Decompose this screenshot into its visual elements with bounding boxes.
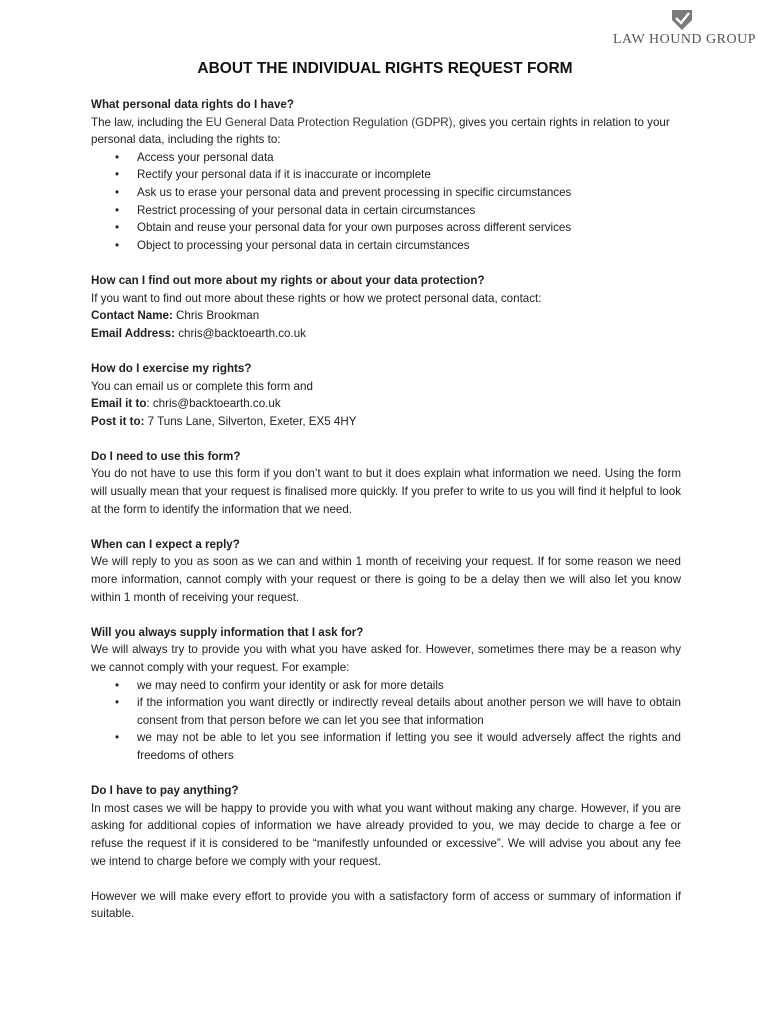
section-pay bbox=[91, 782, 681, 870]
email-address-line bbox=[91, 325, 681, 343]
section-closing bbox=[91, 888, 681, 923]
exceptions-list bbox=[91, 677, 681, 765]
section-text: You do not have to use this form if you don’t want to but it does explain what information we need. Using the form will usually mean that your request is finalised more quickly. If you prefer to write to us you will find it helpful to look at the form to identify the information that we need. bbox=[91, 467, 681, 516]
section-reply bbox=[91, 536, 681, 606]
list-item: • we may need to confirm your identity or ask for more details bbox=[115, 678, 444, 692]
section-find-out-more bbox=[91, 272, 681, 342]
section-text bbox=[91, 114, 681, 149]
email-address-value[interactable]: chris@backtoearth.co.uk bbox=[174, 326, 306, 340]
section-text: We will always try to provide you with what you have asked for. However, sometimes there may be a reason why we cannot comply with your request. For example: bbox=[91, 643, 681, 674]
list-item: • we may not be able to let you see information if letting you see it would adversely affect the rights and freedoms of others bbox=[115, 731, 681, 762]
section-exercise-rights bbox=[91, 360, 681, 430]
section-text: However we will make every effort to provide you with a satisfactory form of access or summary of information if suitable. bbox=[91, 889, 681, 921]
email-it-line bbox=[91, 395, 681, 413]
section-text: We will reply to you as soon as we can and within 1 month of receiving your request. If for some reason we need more information, cannot comply with your request or there is going to be a delay then we will also let you know within 1 month of receiving your request. bbox=[91, 555, 681, 604]
email-it-label: Email it to bbox=[91, 397, 147, 411]
post-it-line bbox=[91, 413, 681, 431]
section-heading: How do I exercise my rights? bbox=[91, 361, 252, 375]
list-item: • Object to processing your personal data in certain circumstances bbox=[115, 238, 470, 252]
email-it-value[interactable]: : chris@backtoearth.co.uk bbox=[146, 397, 281, 411]
email-address-label: Email Address: bbox=[91, 326, 175, 340]
list-item: • if the information you want directly or indirectly reveal details about another person we will have to obtain consent from that person before we can let you see that information bbox=[115, 696, 681, 727]
section-text: In most cases we will be happy to provide you with what you want without making any charge. However, if you are asking for additional copies of information we have already provided to you, we may decide to charge a fee or refuse the request if it is considered to be “manifestly unfounded or excessive”. We will advise you about any fee we intend to charge before we comply with your request. bbox=[91, 801, 681, 868]
text-fragment: , gives you certain rights in relation to your personal data, including the rights to: bbox=[91, 115, 670, 147]
contact-name-value: Chris Brookman bbox=[172, 309, 260, 323]
section-heading: Do I need to use this form? bbox=[91, 449, 241, 463]
section-heading: Do I have to pay anything? bbox=[91, 784, 239, 798]
section-use-form bbox=[91, 448, 681, 518]
company-logo bbox=[596, 8, 756, 50]
logo-check-icon bbox=[670, 8, 694, 32]
list-item: • Ask us to erase your personal data and prevent processing in specific circumstances bbox=[115, 185, 572, 199]
post-address-value: 7 Tuns Lane, Silverton, Exeter, EX5 4HY bbox=[144, 414, 357, 428]
section-heading: Will you always supply information that I ask for? bbox=[91, 625, 364, 639]
document-body bbox=[91, 96, 681, 923]
list-item: • Obtain and reuse your personal data for your own purposes across different services bbox=[115, 221, 572, 235]
section-rights bbox=[91, 96, 681, 254]
contact-name-line bbox=[91, 307, 681, 325]
section-heading: How can I find out more about my rights or about your data protection? bbox=[91, 273, 485, 287]
section-heading: What personal data rights do I have? bbox=[91, 98, 294, 111]
logo-text: LAW HOUND GROUP bbox=[612, 32, 756, 47]
page-title: ABOUT THE INDIVIDUAL RIGHTS REQUEST FORM bbox=[197, 60, 573, 77]
list-item: • Restrict processing of your personal data in certain circumstances bbox=[115, 203, 476, 217]
list-item: • Rectify your personal data if it is inaccurate or incomplete bbox=[115, 168, 431, 182]
contact-name-label: Contact Name: bbox=[91, 309, 173, 323]
section-text: You can email us or complete this form and bbox=[91, 379, 313, 393]
post-it-label: Post it to: bbox=[91, 414, 145, 428]
text-fragment: The law, including the bbox=[91, 115, 206, 129]
list-item: • Access your personal data bbox=[115, 150, 274, 164]
section-supply-info bbox=[91, 624, 681, 765]
rights-list bbox=[91, 149, 681, 255]
gdpr-link[interactable]: EU General Data Protection Regulation (GDPR) bbox=[205, 115, 453, 129]
section-heading: When can I expect a reply? bbox=[91, 537, 240, 551]
section-text: If you want to find out more about these rights or how we protect personal data, contact: bbox=[91, 291, 542, 305]
